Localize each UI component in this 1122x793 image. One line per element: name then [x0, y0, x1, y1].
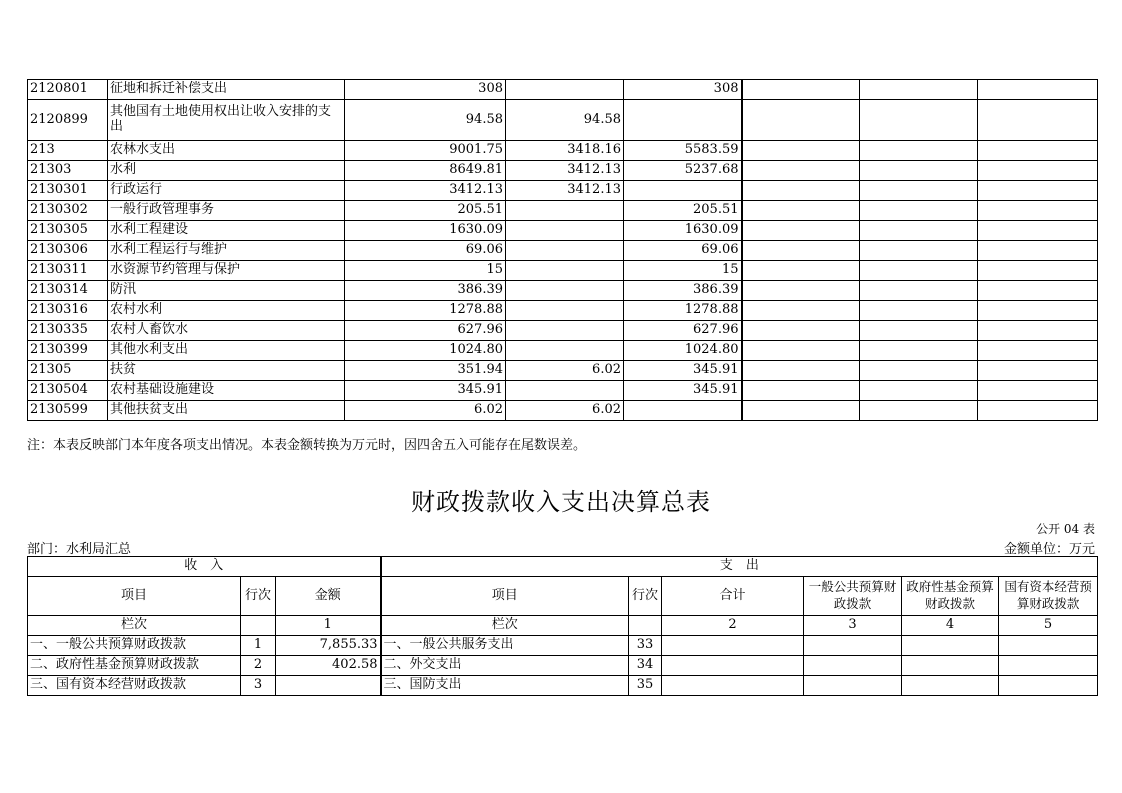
- row-total: 351.94: [345, 361, 506, 381]
- row-name: 其他国有土地使用权出让收入安排的支出: [108, 100, 345, 141]
- row-col4: [742, 141, 860, 161]
- row-code: 213: [28, 141, 108, 161]
- expense-item: 一、一般公共服务支出: [381, 636, 629, 656]
- department-label: 部门：水利局汇总: [27, 542, 132, 557]
- row-name: 水资源节约管理与保护: [108, 261, 345, 281]
- row-basic: [506, 80, 624, 100]
- row-code: 2130301: [28, 181, 108, 201]
- row-col4: [742, 201, 860, 221]
- income-item: 一、一般公共预算财政拨款: [28, 636, 241, 656]
- table-row: [28, 656, 1098, 676]
- section-header-row: [28, 557, 1098, 577]
- row-col5: [860, 241, 978, 261]
- table-row: [28, 361, 1098, 381]
- row-col4: [742, 241, 860, 261]
- column-header-row: [28, 577, 1098, 616]
- expense-total: [662, 676, 804, 696]
- table-note: 注：本表反映部门本年度各项支出情况。本表金额转换为万元时，因四舍五入可能存在尾数误差。: [27, 438, 587, 453]
- col-line: 行次: [241, 577, 276, 616]
- row-code: 2130314: [28, 281, 108, 301]
- index-label: 栏次: [28, 616, 241, 636]
- row-name: 水利: [108, 161, 345, 181]
- row-basic: 3412.13: [506, 181, 624, 201]
- row-col6: [978, 381, 1098, 401]
- index-exp-line-cell: [629, 616, 662, 636]
- row-col6: [978, 361, 1098, 381]
- row-basic: 6.02: [506, 361, 624, 381]
- row-col5: [860, 381, 978, 401]
- table-row: [28, 181, 1098, 201]
- row-code: 2120801: [28, 80, 108, 100]
- income-amount: 7,855.33: [276, 636, 381, 656]
- row-total: 627.96: [345, 321, 506, 341]
- table-row: [28, 301, 1098, 321]
- table-row: [28, 341, 1098, 361]
- table-row: [28, 141, 1098, 161]
- row-project: 627.96: [624, 321, 742, 341]
- row-total: 1278.88: [345, 301, 506, 321]
- row-col6: [978, 281, 1098, 301]
- row-col5: [860, 281, 978, 301]
- row-project: 69.06: [624, 241, 742, 261]
- table-row: [28, 381, 1098, 401]
- income-item: 二、政府性基金预算财政拨款: [28, 656, 241, 676]
- table-row: [28, 100, 1098, 141]
- row-total: 8649.81: [345, 161, 506, 181]
- index-exp-label: 栏次: [381, 616, 629, 636]
- row-code: 21305: [28, 361, 108, 381]
- index-amount: 1: [276, 616, 381, 636]
- index-gov: 4: [902, 616, 999, 636]
- row-col4: [742, 161, 860, 181]
- col-general-budget: 一般公共预算财政拨款: [804, 577, 902, 616]
- row-col5: [860, 181, 978, 201]
- col-state-capital: 国有资本经营预算财政拨款: [999, 577, 1098, 616]
- income-amount: [276, 676, 381, 696]
- expense-general: [804, 676, 902, 696]
- row-project: 1024.80: [624, 341, 742, 361]
- row-basic: [506, 261, 624, 281]
- table-row: [28, 676, 1098, 696]
- row-col6: [978, 100, 1098, 141]
- row-total: 9001.75: [345, 141, 506, 161]
- row-project: 386.39: [624, 281, 742, 301]
- income-header: 收 入: [28, 557, 381, 577]
- row-col6: [978, 301, 1098, 321]
- row-project: 345.91: [624, 361, 742, 381]
- index-state: 5: [999, 616, 1098, 636]
- row-basic: 3418.16: [506, 141, 624, 161]
- row-name: 农林水支出: [108, 141, 345, 161]
- income-amount: 402.58: [276, 656, 381, 676]
- row-col4: [742, 381, 860, 401]
- expense-general: [804, 656, 902, 676]
- row-basic: [506, 301, 624, 321]
- expense-state: [999, 676, 1098, 696]
- income-line: 1: [241, 636, 276, 656]
- row-col5: [860, 321, 978, 341]
- row-name: 一般行政管理事务: [108, 201, 345, 221]
- expense-total: [662, 656, 804, 676]
- row-col5: [860, 261, 978, 281]
- form-number: 公开 04 表: [1036, 522, 1095, 536]
- row-total: 69.06: [345, 241, 506, 261]
- row-col6: [978, 241, 1098, 261]
- row-total: 386.39: [345, 281, 506, 301]
- row-total: 94.58: [345, 100, 506, 141]
- row-project: 205.51: [624, 201, 742, 221]
- col-exp-line: 行次: [629, 577, 662, 616]
- row-col5: [860, 361, 978, 381]
- income-item: 三、国有资本经营财政拨款: [28, 676, 241, 696]
- row-code: 2130599: [28, 401, 108, 421]
- col-total: 合计: [662, 577, 804, 616]
- index-total: 2: [662, 616, 804, 636]
- row-project: 308: [624, 80, 742, 100]
- table-row: [28, 401, 1098, 421]
- row-col6: [978, 141, 1098, 161]
- row-code: 21303: [28, 161, 108, 181]
- row-code: 2130306: [28, 241, 108, 261]
- col-gov-fund: 政府性基金预算财政拨款: [902, 577, 999, 616]
- table-row: [28, 241, 1098, 261]
- row-name: 行政运行: [108, 181, 345, 201]
- row-total: 6.02: [345, 401, 506, 421]
- index-line-cell: [241, 616, 276, 636]
- row-col4: [742, 221, 860, 241]
- row-code: 2130335: [28, 321, 108, 341]
- index-row: [28, 616, 1098, 636]
- income-line: 3: [241, 676, 276, 696]
- row-name: 农村水利: [108, 301, 345, 321]
- row-code: 2130316: [28, 301, 108, 321]
- row-col6: [978, 221, 1098, 241]
- row-col6: [978, 181, 1098, 201]
- expense-gov: [902, 656, 999, 676]
- expense-item: 三、国防支出: [381, 676, 629, 696]
- row-name: 扶贫: [108, 361, 345, 381]
- row-basic: [506, 281, 624, 301]
- row-col4: [742, 321, 860, 341]
- row-col5: [860, 100, 978, 141]
- row-project: [624, 181, 742, 201]
- table-row: [28, 80, 1098, 100]
- row-col4: [742, 80, 860, 100]
- row-basic: 6.02: [506, 401, 624, 421]
- expense-header: 支 出: [381, 557, 1098, 577]
- row-code: 2130305: [28, 221, 108, 241]
- col-item: 项目: [28, 577, 241, 616]
- row-col5: [860, 141, 978, 161]
- table-row: [28, 321, 1098, 341]
- row-name: 水利工程运行与维护: [108, 241, 345, 261]
- row-project: 15: [624, 261, 742, 281]
- row-col4: [742, 261, 860, 281]
- row-project: 1278.88: [624, 301, 742, 321]
- table-row: [28, 281, 1098, 301]
- row-name: 其他扶贫支出: [108, 401, 345, 421]
- row-total: 1024.80: [345, 341, 506, 361]
- row-col4: [742, 100, 860, 141]
- row-basic: 94.58: [506, 100, 624, 141]
- expense-line: 35: [629, 676, 662, 696]
- row-basic: [506, 201, 624, 221]
- row-project: [624, 100, 742, 141]
- row-project: 5237.68: [624, 161, 742, 181]
- expense-line: 33: [629, 636, 662, 656]
- expense-total: [662, 636, 804, 656]
- table-row: [28, 201, 1098, 221]
- row-col6: [978, 80, 1098, 100]
- row-basic: [506, 321, 624, 341]
- row-name: 征地和拆迁补偿支出: [108, 80, 345, 100]
- expense-general: [804, 636, 902, 656]
- index-general: 3: [804, 616, 902, 636]
- row-code: 2120899: [28, 100, 108, 141]
- row-name: 防汛: [108, 281, 345, 301]
- row-col5: [860, 80, 978, 100]
- row-col6: [978, 401, 1098, 421]
- row-project: [624, 401, 742, 421]
- row-code: 2130504: [28, 381, 108, 401]
- table-row: [28, 636, 1098, 656]
- expenditure-detail-table: [27, 79, 1098, 421]
- row-col4: [742, 401, 860, 421]
- unit-label: 金额单位：万元: [1003, 542, 1095, 557]
- row-total: 1630.09: [345, 221, 506, 241]
- row-basic: [506, 381, 624, 401]
- row-basic: 3412.13: [506, 161, 624, 181]
- income-line: 2: [241, 656, 276, 676]
- row-total: 308: [345, 80, 506, 100]
- row-name: 水利工程建设: [108, 221, 345, 241]
- row-project: 5583.59: [624, 141, 742, 161]
- row-basic: [506, 341, 624, 361]
- row-col4: [742, 361, 860, 381]
- row-col6: [978, 341, 1098, 361]
- row-col5: [860, 161, 978, 181]
- row-total: 345.91: [345, 381, 506, 401]
- row-code: 2130399: [28, 341, 108, 361]
- expense-gov: [902, 636, 999, 656]
- expense-item: 二、外交支出: [381, 656, 629, 676]
- row-col6: [978, 161, 1098, 181]
- row-col6: [978, 201, 1098, 221]
- row-col4: [742, 181, 860, 201]
- expense-line: 34: [629, 656, 662, 676]
- row-code: 2130302: [28, 201, 108, 221]
- row-project: 1630.09: [624, 221, 742, 241]
- fiscal-summary-table: [27, 556, 1098, 696]
- row-basic: [506, 241, 624, 261]
- expense-state: [999, 656, 1098, 676]
- col-amount: 金额: [276, 577, 381, 616]
- table-row: [28, 161, 1098, 181]
- expense-gov: [902, 676, 999, 696]
- row-project: 345.91: [624, 381, 742, 401]
- row-name: 农村人畜饮水: [108, 321, 345, 341]
- row-col4: [742, 341, 860, 361]
- row-col6: [978, 321, 1098, 341]
- table-row: [28, 221, 1098, 241]
- row-col5: [860, 221, 978, 241]
- row-name: 农村基础设施建设: [108, 381, 345, 401]
- row-col6: [978, 261, 1098, 281]
- row-col4: [742, 301, 860, 321]
- row-name: 其他水利支出: [108, 341, 345, 361]
- row-col5: [860, 301, 978, 321]
- expense-state: [999, 636, 1098, 656]
- row-total: 15: [345, 261, 506, 281]
- row-code: 2130311: [28, 261, 108, 281]
- row-col4: [742, 281, 860, 301]
- row-col5: [860, 401, 978, 421]
- row-col5: [860, 341, 978, 361]
- row-basic: [506, 221, 624, 241]
- row-col5: [860, 201, 978, 221]
- col-exp-item: 项目: [381, 577, 629, 616]
- table-row: [28, 261, 1098, 281]
- row-total: 205.51: [345, 201, 506, 221]
- page-title: 财政拨款收入支出决算总表: [411, 488, 711, 516]
- row-total: 3412.13: [345, 181, 506, 201]
